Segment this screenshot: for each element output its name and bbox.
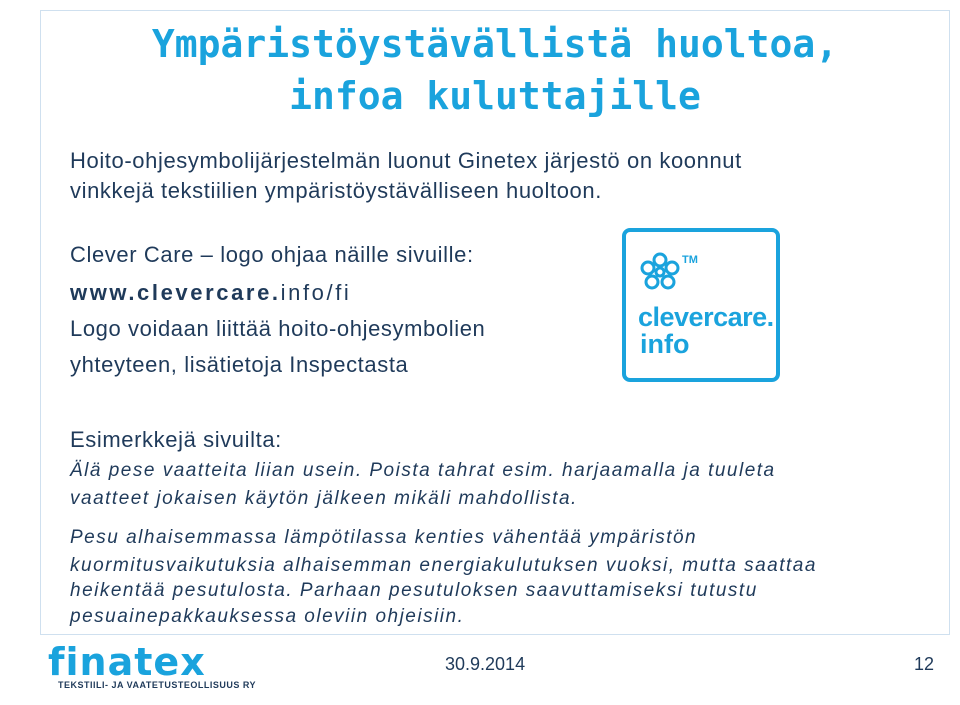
clever-care-line: Clever Care – logo ohjaa näille sivuille:: [70, 242, 474, 267]
example-line: vaatteet jokaisen käytön jälkeen mikäli mahdollista.: [70, 488, 578, 509]
slide-title-line2: infoa kuluttajille: [289, 74, 701, 118]
trademark-label: TM: [682, 254, 698, 266]
intro-line2: vinkkejä tekstiilien ympäristöystävälliseen huoltoon.: [70, 178, 602, 203]
example-line: pesuainepakkauksessa oleviin ohjeisiin.: [70, 606, 465, 627]
logo-info-line1: Logo voidaan liittää hoito-ohjesymbolien: [70, 316, 486, 341]
example-line: kuormitusvaikutuksia alhaisemman energiakulutuksen vuoksi, mutta saattaa: [70, 555, 817, 576]
example-line: Älä pese vaatteita liian usein. Poista tahrat esim. harjaamalla ja tuuleta: [70, 460, 776, 481]
clevercare-flower-icon: [640, 252, 680, 296]
finatex-wordmark: finatex: [48, 640, 206, 684]
logo-word-clevercare: clevercare.: [638, 302, 774, 332]
url-part-rest: info/fi: [280, 280, 352, 305]
finatex-subtitle: TEKSTIILI- JA VAATETUSTEOLLISUUS RY: [58, 680, 257, 690]
logo-word-info: info: [640, 329, 690, 359]
example-line: Pesu alhaisemmassa lämpötilassa kenties vähentää ympäristön: [70, 527, 698, 548]
url-part-bold: www.clevercare.: [70, 280, 281, 305]
finatex-logo: [48, 640, 256, 690]
slide-title-line1: Ympäristöystävällistä huoltoa,: [151, 22, 839, 66]
clever-care-url[interactable]: [70, 280, 351, 306]
clevercare-logo: [622, 228, 780, 382]
example-line: heikentää pesutulosta. Parhaan pesutuloksen saavuttamiseksi tutustu: [70, 580, 758, 601]
slide-date: 30.9.2014: [445, 654, 526, 674]
logo-info-line2: yhteyteen, lisätietoja Inspectasta: [70, 352, 409, 377]
examples-heading: Esimerkkejä sivuilta:: [70, 427, 282, 452]
intro-line1: Hoito-ohjesymbolijärjestelmän luonut Ginetex järjestö on koonnut: [70, 148, 742, 173]
slide-page-number: 12: [914, 654, 935, 674]
